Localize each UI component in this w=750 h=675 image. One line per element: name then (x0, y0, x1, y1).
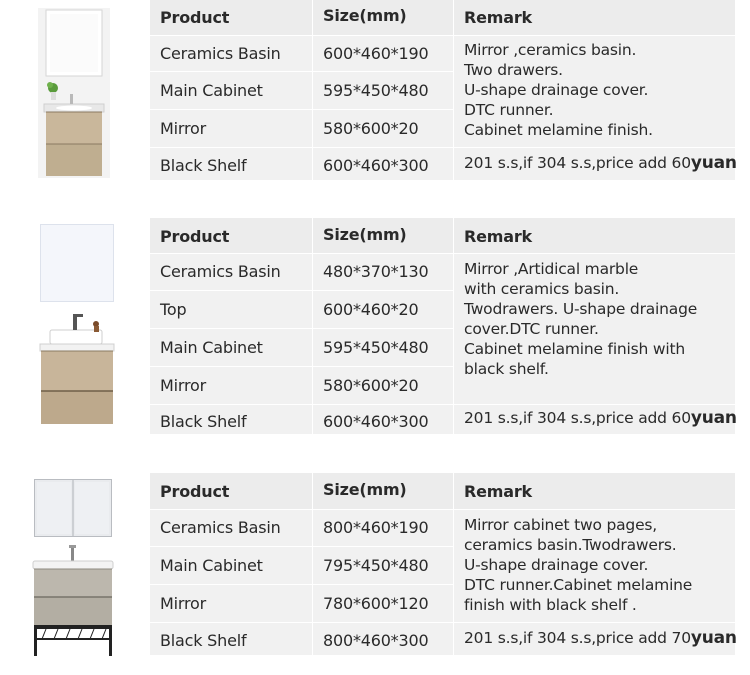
product-size: 600*460*300 (323, 156, 429, 175)
product-name: Mirror (160, 376, 206, 395)
header-product: Product (150, 0, 312, 35)
product-image-mirror-2 (40, 224, 114, 302)
header-remark: Remark (454, 473, 735, 509)
header-remark: Remark (454, 218, 735, 253)
header-product: Product (150, 218, 312, 253)
remark-line: Mirror cabinet two pages, (464, 516, 658, 534)
product-size: 600*460*20 (323, 300, 419, 319)
header-size: Size(mm) (313, 0, 453, 35)
product-name: Black Shelf (160, 412, 247, 431)
spec-table-3 (150, 473, 735, 655)
remark-line: U-shape drainage cover. (464, 81, 649, 99)
product-name: Main Cabinet (160, 338, 263, 357)
product-name: Mirror (160, 119, 206, 138)
remark-line: DTC runner. (464, 101, 554, 119)
product-size: 600*460*190 (323, 44, 429, 63)
remark-price-cell (454, 405, 735, 434)
spec-table-1 (150, 0, 735, 180)
remark-line: black shelf. (464, 360, 549, 378)
header-size: Size(mm) (313, 473, 453, 509)
product-size: 795*450*480 (323, 556, 429, 575)
header-remark: Remark (454, 0, 735, 35)
remark-line: ceramics basin.Twodrawers. (464, 536, 677, 554)
remark-line: Mirror ,ceramics basin. (464, 41, 637, 59)
product-section-3 (0, 473, 750, 663)
product-size: 600*460*300 (323, 412, 429, 431)
table-header-row (150, 473, 735, 509)
product-name: Ceramics Basin (160, 44, 281, 63)
remark-line: U-shape drainage cover. (464, 556, 649, 574)
table-header-row (150, 0, 735, 35)
product-size: 580*600*20 (323, 376, 419, 395)
remark-line: Twodrawers. U-shape drainage (464, 300, 698, 318)
price-note: 201 s.s,if 304 s.s,price add 70 (464, 629, 691, 647)
remark-price-cell (454, 623, 735, 655)
remark-line: Two drawers. (464, 61, 563, 79)
price-note: 201 s.s,if 304 s.s,price add 60 (464, 154, 691, 172)
product-size: 595*450*480 (323, 81, 429, 100)
product-size: 595*450*480 (323, 338, 429, 357)
remark-line: Cabinet melamine finish with (464, 340, 685, 358)
product-image-vanity-2 (38, 310, 116, 426)
product-section-2 (0, 218, 750, 438)
remark-price-cell (454, 148, 735, 180)
spec-table-2 (150, 218, 735, 434)
remark-line: with ceramics basin. (464, 280, 620, 298)
product-size: 480*370*130 (323, 262, 429, 281)
product-size: 580*600*20 (323, 119, 419, 138)
price-note: 201 s.s,if 304 s.s,price add 60 (464, 409, 691, 427)
remark-line: Mirror ,Artidical marble (464, 260, 639, 278)
product-image-vanity-3 (30, 543, 116, 658)
header-product: Product (150, 473, 312, 509)
product-size: 800*460*190 (323, 518, 429, 537)
product-name: Black Shelf (160, 631, 247, 650)
product-name: Main Cabinet (160, 81, 263, 100)
price-unit: yuan (690, 408, 737, 428)
remark-line: Cabinet melamine finish. (464, 121, 653, 139)
remark-cell (454, 254, 735, 404)
product-name: Main Cabinet (160, 556, 263, 575)
remark-cell (454, 36, 735, 147)
product-size: 780*600*120 (323, 594, 429, 613)
price-unit: yuan (690, 153, 737, 173)
product-image-vanity-1 (38, 8, 110, 178)
product-name: Mirror (160, 594, 206, 613)
price-unit: yuan (690, 628, 737, 648)
product-size: 800*460*300 (323, 631, 429, 650)
remark-line: DTC runner.Cabinet melamine (464, 576, 693, 594)
product-name: Black Shelf (160, 156, 247, 175)
product-image-mirror-cabinet-3 (34, 479, 112, 537)
product-name: Top (160, 300, 187, 319)
product-name: Ceramics Basin (160, 262, 281, 281)
remark-line: cover.DTC runner. (464, 320, 599, 338)
product-name: Ceramics Basin (160, 518, 281, 537)
header-size: Size(mm) (313, 218, 453, 253)
remark-cell (454, 510, 735, 622)
product-section-1 (0, 0, 750, 190)
remark-line: finish with black shelf . (464, 596, 637, 614)
table-header-row (150, 218, 735, 253)
